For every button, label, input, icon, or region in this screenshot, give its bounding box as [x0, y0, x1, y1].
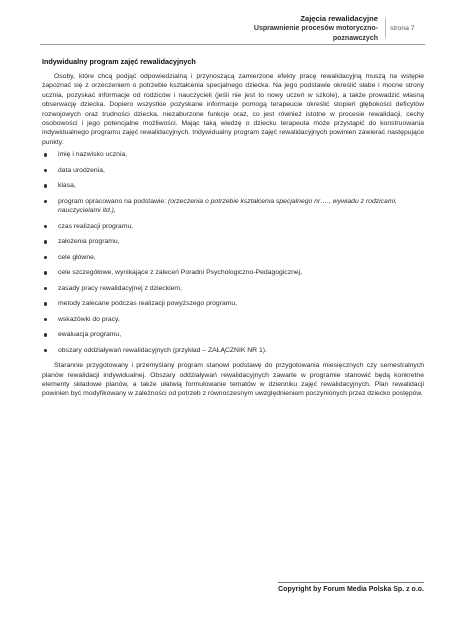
list-item-italic-text: (orzeczenia o potrzebie kształcenia specjalnego nr…., wywiadu z rodzicami, nauczycielami itd.),	[58, 197, 397, 215]
page-header	[210, 14, 425, 44]
list-item	[42, 346, 424, 355]
closing-paragraph: Starannie przygotowany i przemyślany program stanowi podstawę do przygotowania miesięcznych czy semestralnych planów rewalidacji indywidualnej. Obszary oddziaływań rewalidacyjnych zawarte w programie stanowić będą konkretne elementy składowe planów, a także ułatwią formułowanie tematów w dzienniku zajęć rewalidacyjnych. Plan rewalidacji powinien być modyfikowany w zależności od potrzeb z równoczesnym uwzględnieniem poczynionych przez dziecko postępów.	[42, 362, 424, 398]
list-item-text: klasa,	[58, 182, 76, 190]
bullet-icon	[44, 153, 47, 156]
footer-divider	[278, 582, 424, 583]
bullet-icon	[44, 333, 47, 336]
list-item	[42, 330, 424, 339]
list-item	[42, 237, 424, 246]
list-item-text: założenia programu,	[58, 238, 120, 246]
list-item	[42, 150, 424, 159]
program-points-list	[42, 150, 424, 355]
header-title: Zajęcia rewalidacyjne	[300, 14, 378, 23]
page-number: strona 7	[390, 25, 415, 32]
main-content	[42, 57, 424, 399]
list-item	[42, 253, 424, 262]
bullet-icon	[44, 184, 47, 187]
header-subtitle: Usprawnienie procesów motoryczno-poznawczych	[253, 25, 378, 42]
bullet-icon	[44, 200, 47, 203]
bullet-icon	[44, 169, 47, 172]
list-item	[42, 197, 424, 216]
intro-paragraph: Osoby, które chcą podjąć odpowiedzialną i przynoszącą zamierzone efekty pracę rewalidacyjną muszą na wstępie zapoznać się z orzeczeniem o potrzebie kształcenia specjalnego dziecka. Na jego podstawie określić słabe i mocne strony ucznia, pozyskać informacje od rodziców i nauczycieli (jeśli nie jest to nowy uczeń w szkole), a także prowadzić własną obserwację dziecka. Dopiero wszystkie pozyskane informacje pomogą terapeucie określić stopień głębokości deficytów rozwojowych oraz trudności dziecka, niezaburzone funkcje oraz, co jest również istotne w procesie rewalidacji, cechy osobowości i jego potencjalne możliwości. Mając taką wiedzę o dziecku terapeuta może przystąpić do konstruowania indywidualnego programu zajęć rewalidacyjnych. Indywidualny program zajęć rewalidacyjnych powinien zawierać następujące punkty:	[42, 73, 424, 146]
list-item-text: ewaluacja programu,	[58, 331, 122, 339]
list-item-text: program opracowano na podstawie:	[58, 197, 168, 205]
list-item-text: metody zalecane podczas realizacji powyższego programu,	[58, 300, 238, 308]
header-divider	[40, 44, 425, 45]
list-item	[42, 268, 424, 277]
list-item	[42, 315, 424, 324]
list-item	[42, 166, 424, 175]
bullet-icon	[44, 302, 47, 305]
list-item-text: imię i nazwisko ucznia,	[58, 151, 128, 159]
header-titles	[210, 14, 378, 44]
copyright-notice: Copyright by Forum Media Polska Sp. z o.o.	[278, 586, 424, 593]
section-title: Indywidualny program zajęć rewalidacyjnych	[42, 57, 196, 66]
list-item	[42, 222, 424, 231]
bullet-icon	[44, 287, 47, 290]
list-item-text: zasady pracy rewalidacyjnej z dzieckiem,	[58, 284, 182, 292]
bullet-icon	[44, 318, 47, 321]
bullet-icon	[44, 271, 47, 274]
bullet-icon	[44, 349, 47, 352]
bullet-icon	[44, 240, 47, 243]
list-item-text: czas realizacji programu,	[58, 222, 134, 230]
list-item	[42, 181, 424, 190]
list-item-text: cele główne,	[58, 253, 96, 261]
list-item-text: data urodzenia,	[58, 166, 105, 174]
bullet-icon	[44, 256, 47, 259]
list-item-text: cele szczegółowe, wynikające z zaleceń Poradni Psychologiczno-Pedagogicznej,	[58, 269, 303, 277]
list-item	[42, 284, 424, 293]
list-item	[42, 299, 424, 308]
list-item-text: obszary oddziaływań rewalidacyjnych (przykład – ZAŁĄCZNIK NR 1).	[58, 346, 267, 354]
list-item-text: wskazówki do pracy,	[58, 315, 120, 323]
header-separator	[385, 18, 386, 38]
bullet-icon	[44, 225, 47, 228]
